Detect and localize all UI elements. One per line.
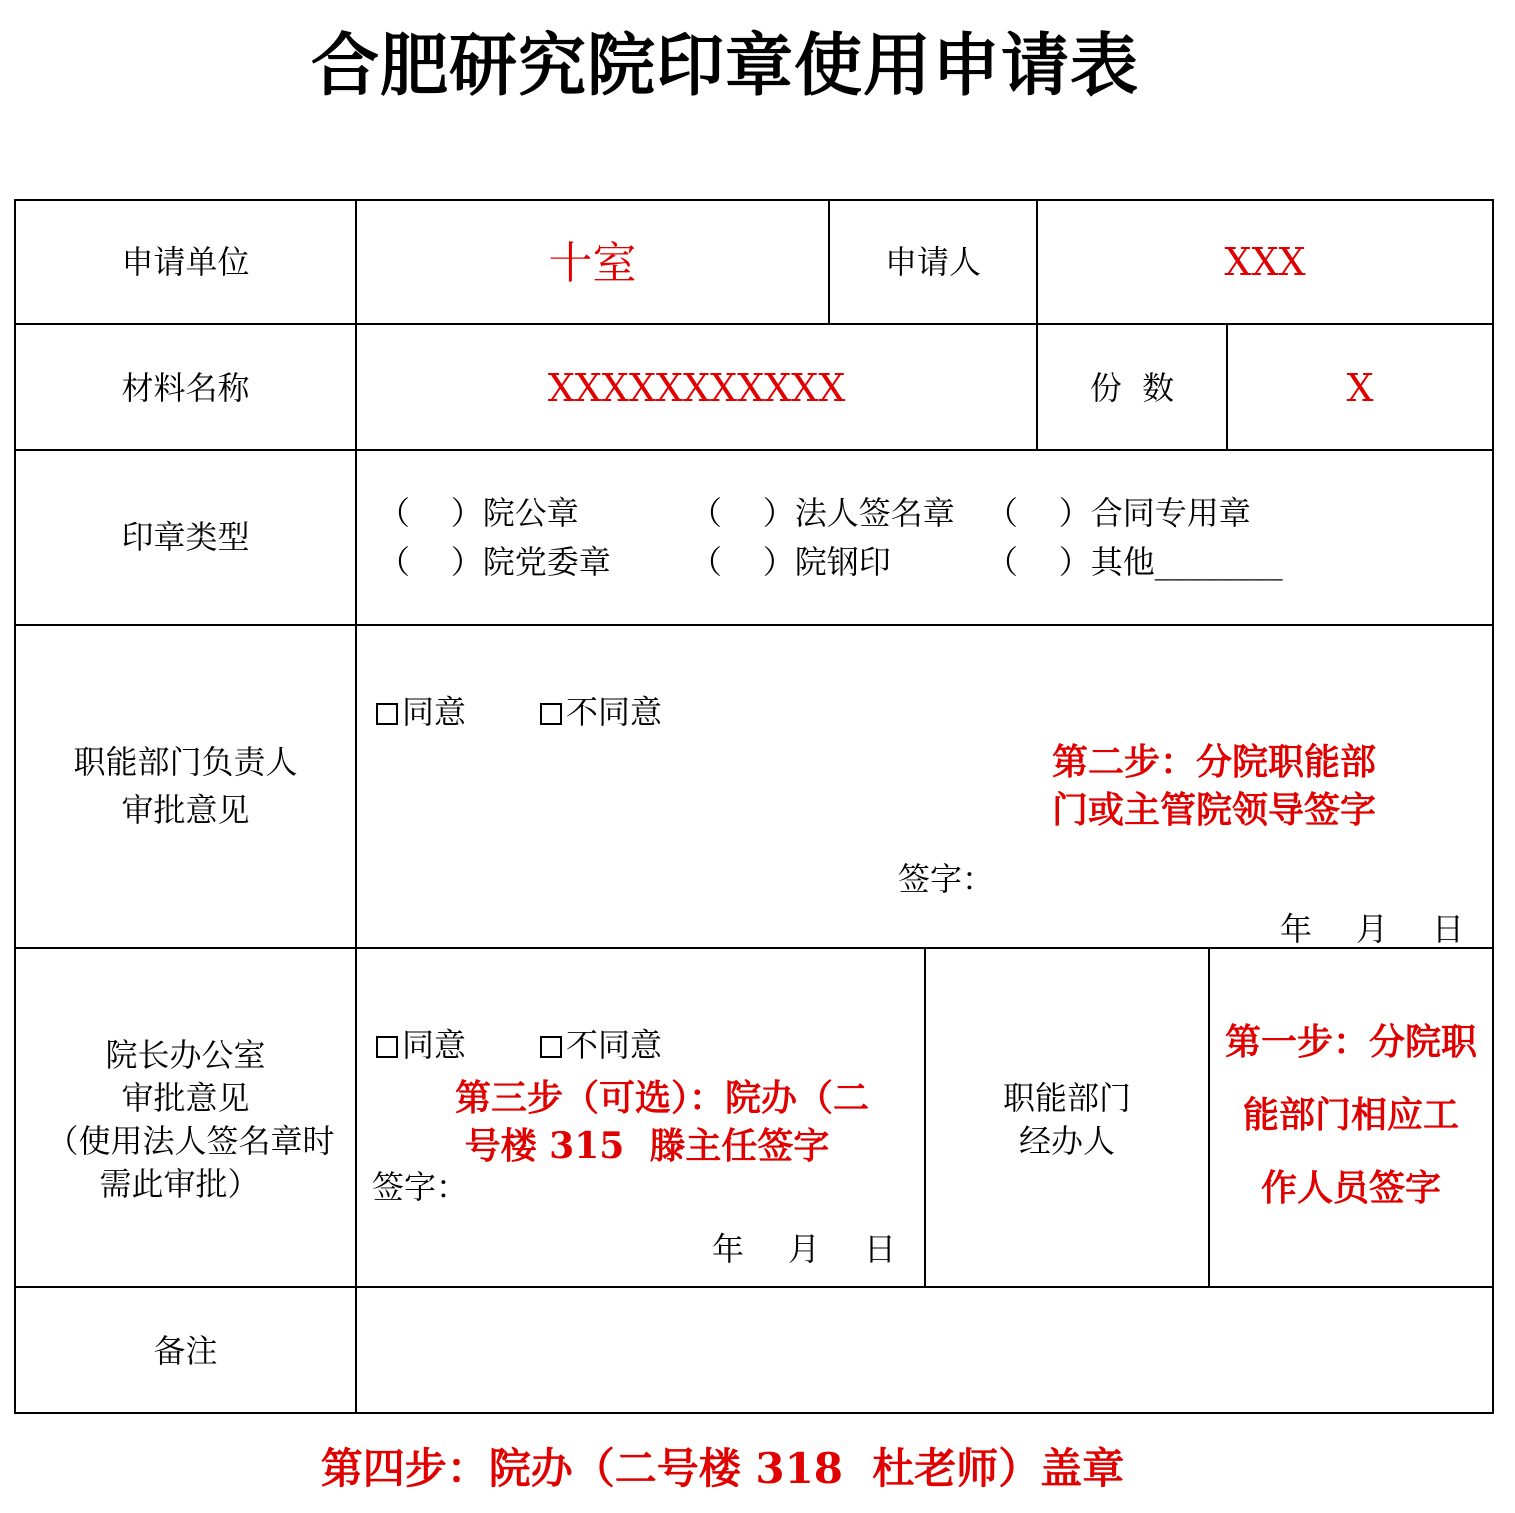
label-line: 需此审批） xyxy=(99,1165,260,1203)
seal-type-label: 印章类型 xyxy=(121,518,250,556)
step2-annotation xyxy=(1052,738,1376,834)
handler-label xyxy=(926,1077,1208,1163)
seal-option-label: 院公章 xyxy=(482,494,579,532)
seal-option-label: 合同专用章 xyxy=(1090,494,1251,532)
seal-option-other[interactable] xyxy=(986,540,1283,584)
office-date xyxy=(712,1224,896,1270)
checkbox-icon[interactable] xyxy=(540,703,562,725)
checkbox-label: 同意 xyxy=(402,1026,467,1064)
seal-option-label: 法人签名章 xyxy=(794,494,955,532)
checkbox-icon[interactable] xyxy=(540,1036,562,1058)
annotation-line: 作人员签字 xyxy=(1260,1167,1441,1209)
checkbox-label: 不同意 xyxy=(566,1026,663,1064)
paren-blank: （ ） xyxy=(986,543,1091,581)
seal-option-label: 院钢印 xyxy=(794,543,891,581)
label-line: （使用法人签名章时 xyxy=(46,1122,335,1160)
label-line: 经办人 xyxy=(1018,1122,1115,1160)
annotation-line: 门或主管院领导签字 xyxy=(1052,789,1377,831)
dept-sign-label: 签字： xyxy=(898,860,995,898)
step4-annotation: 第四步：院办（二号楼 318 杜老师）盖章 xyxy=(320,1444,1125,1493)
label-line: 职能部门负责人 xyxy=(73,743,298,781)
seal-option-institute[interactable] xyxy=(378,491,579,535)
day-label: 日 xyxy=(864,1230,897,1268)
month-label: 月 xyxy=(1356,910,1389,948)
dept-disagree-checkbox[interactable] xyxy=(540,690,662,734)
table-border-top xyxy=(14,199,1494,201)
material-label: 材料名称 xyxy=(121,369,250,407)
remarks-label: 备注 xyxy=(153,1332,218,1370)
material-value[interactable]: XXXXXXXXXXX xyxy=(547,366,846,410)
dept-agree-checkbox[interactable] xyxy=(376,690,466,734)
applicant-value[interactable]: XXX xyxy=(1224,240,1306,284)
step1-annotation xyxy=(1210,1006,1492,1225)
dept-date xyxy=(1280,904,1464,950)
unit-label: 申请单位 xyxy=(121,243,250,281)
paren-blank: （ ） xyxy=(986,494,1091,532)
seal-option-label: 院党委章 xyxy=(482,543,611,581)
applicant-label: 申请人 xyxy=(884,243,981,281)
row-divider xyxy=(14,624,1494,626)
checkbox-label: 不同意 xyxy=(566,693,663,731)
label-line: 职能部门 xyxy=(1002,1079,1131,1117)
month-label: 月 xyxy=(788,1230,821,1268)
checkbox-label: 同意 xyxy=(402,693,467,731)
unit-value[interactable]: 十室 xyxy=(548,238,637,289)
day-label: 日 xyxy=(1432,910,1465,948)
annotation-line: 第三步（可选）：院办（二 xyxy=(454,1077,869,1119)
annotation-line: 第一步：分院职 xyxy=(1224,1021,1477,1063)
paren-blank: （ ） xyxy=(378,543,483,581)
office-sign-label: 签字： xyxy=(372,1168,469,1206)
label-line: 审批意见 xyxy=(121,791,250,829)
office-approval-label xyxy=(16,1034,355,1206)
table-border-bottom xyxy=(14,1412,1494,1414)
office-agree-checkbox[interactable] xyxy=(376,1023,466,1067)
remarks-field[interactable] xyxy=(357,1288,1492,1412)
office-disagree-checkbox[interactable] xyxy=(540,1023,662,1067)
year-label: 年 xyxy=(1280,910,1313,948)
paren-blank: （ ） xyxy=(690,543,795,581)
copies-value[interactable]: X xyxy=(1346,366,1374,410)
row-divider xyxy=(14,947,1494,949)
annotation-line: 号楼 315 滕主任签字 xyxy=(464,1125,830,1167)
label-line: 院长办公室 xyxy=(105,1036,266,1074)
page-title: 合肥研究院印章使用申请表 xyxy=(310,26,1139,106)
annotation-line: 第二步：分院职能部 xyxy=(1052,741,1377,783)
year-label: 年 xyxy=(712,1230,745,1268)
label-line: 审批意见 xyxy=(121,1079,250,1117)
row-divider xyxy=(14,323,1494,325)
seal-option-legal-signature[interactable] xyxy=(690,491,955,535)
seal-option-contract[interactable] xyxy=(986,491,1251,535)
paren-blank: （ ） xyxy=(690,494,795,532)
row-divider xyxy=(14,449,1494,451)
checkbox-icon[interactable] xyxy=(376,1036,398,1058)
dept-approval-label xyxy=(16,740,355,832)
column-divider xyxy=(1036,199,1038,451)
checkbox-icon[interactable] xyxy=(376,703,398,725)
paren-blank: （ ） xyxy=(378,494,483,532)
seal-option-party-committee[interactable] xyxy=(378,540,611,584)
seal-option-steel-stamp[interactable] xyxy=(690,540,891,584)
copies-label: 份 数 xyxy=(1089,369,1175,407)
annotation-line: 能部门相应工 xyxy=(1242,1094,1459,1136)
step3-annotation xyxy=(357,1074,967,1170)
seal-option-label: 其他________ xyxy=(1090,543,1283,581)
table-border-right xyxy=(1492,199,1494,1414)
